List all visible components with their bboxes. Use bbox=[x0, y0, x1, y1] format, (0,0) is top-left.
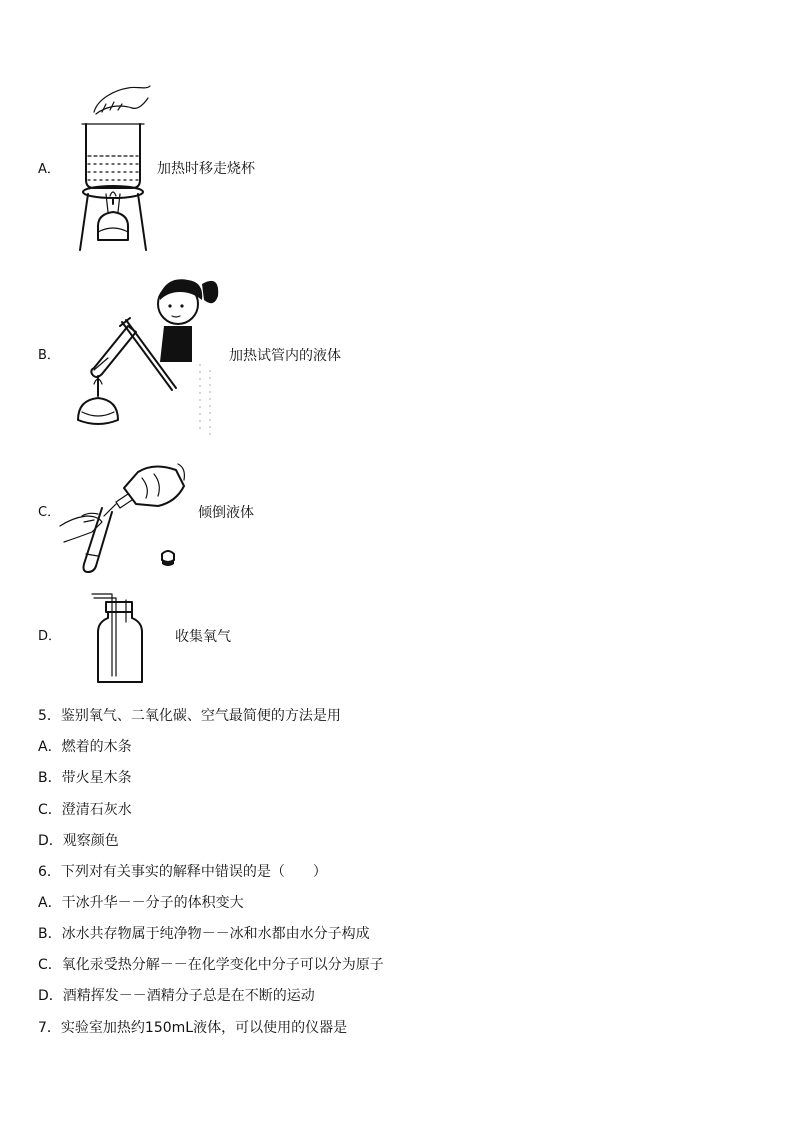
option-a-caption: 加热时移走烧杯 bbox=[157, 161, 255, 177]
question-5-stem: 5．鉴别氧气、二氧化碳、空气最简便的方法是用 bbox=[38, 708, 341, 724]
option-c-caption: 倾倒液体 bbox=[198, 505, 254, 521]
option-d-caption: 收集氧气 bbox=[175, 629, 231, 645]
pouring-liquid-icon bbox=[58, 458, 190, 576]
question-6-option-d: D．酒精挥发－－酒精分子总是在不断的运动 bbox=[38, 988, 315, 1004]
question-6-option-c: C．氧化汞受热分解－－在化学变化中分子可以分为原子 bbox=[38, 957, 384, 973]
question-5-option-c: C．澄清石灰水 bbox=[38, 802, 132, 818]
option-d-letter: D． bbox=[38, 629, 62, 644]
option-b-letter: B． bbox=[38, 348, 60, 363]
gas-collection-bottle-icon bbox=[90, 590, 150, 690]
question-5-option-d: D．观察颜色 bbox=[38, 833, 119, 849]
question-6-option-b: B．冰水共存物属于纯净物－－冰和水都由水分子构成 bbox=[38, 926, 370, 942]
option-a-letter: A． bbox=[38, 162, 60, 177]
question-6-stem: 6．下列对有关事实的解释中错误的是（ ） bbox=[38, 864, 327, 880]
beaker-on-tripod-burner-icon bbox=[76, 84, 156, 254]
option-c-letter: C． bbox=[38, 505, 61, 520]
question-7-stem: 7．实验室加热约150mL液体，可以使用的仪器是 bbox=[38, 1020, 348, 1036]
question-6-option-a: A．干冰升华－－分子的体积变大 bbox=[38, 895, 244, 911]
option-b-caption: 加热试管内的液体 bbox=[229, 348, 341, 364]
test-tube-over-lamp-icon bbox=[64, 270, 226, 440]
question-5-option-b: B．带火星木条 bbox=[38, 770, 132, 786]
question-5-option-a: A．燃着的木条 bbox=[38, 739, 132, 755]
